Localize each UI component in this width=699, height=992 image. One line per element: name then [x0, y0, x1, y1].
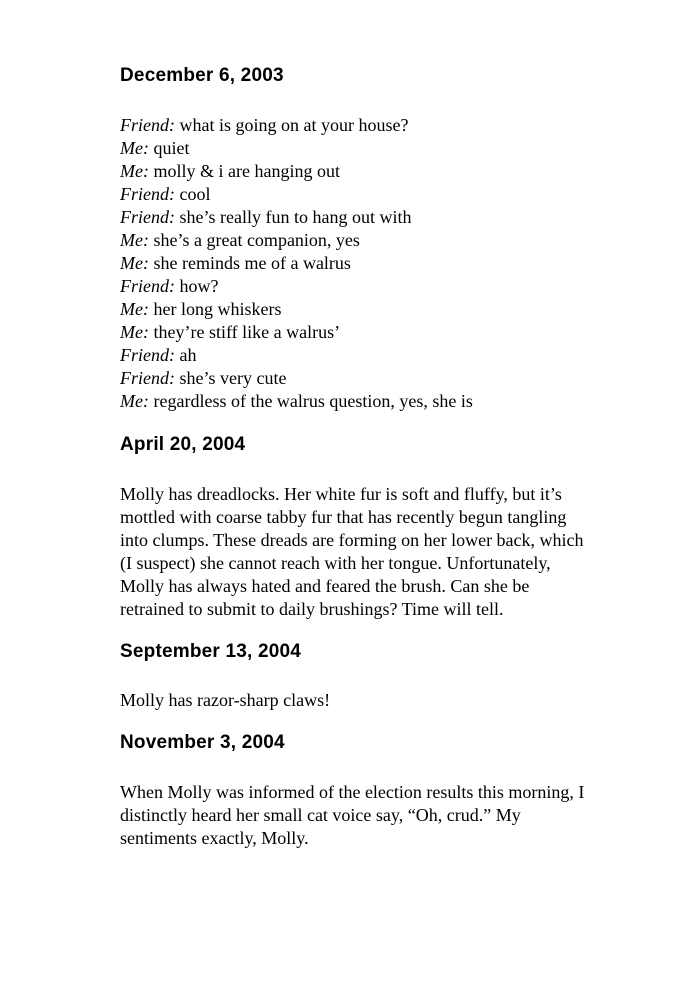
chat-text: how?: [179, 276, 219, 296]
entry-body: [120, 781, 650, 850]
journal-entry-sep-2004: [120, 639, 650, 712]
entry-date: November 3, 2004: [120, 732, 285, 753]
chat-line: [120, 390, 650, 413]
text-line: When Molly was informed of the election results this morning, I: [120, 782, 585, 802]
chat-speaker: Friend:: [120, 345, 175, 365]
entry-date: September 13, 2004: [120, 641, 302, 662]
chat-text: she’s really fun to hang out with: [179, 207, 412, 227]
text-line: distinctly heard her small cat voice say, “Oh, crud.” My: [120, 805, 521, 825]
chat-line: [120, 160, 650, 183]
journal-entry-dec-2003: [120, 63, 650, 413]
chat-speaker: Me:: [120, 253, 149, 273]
chat-text: what is going on at your house?: [179, 115, 409, 135]
entry-body: [120, 689, 650, 712]
chat-speaker: Me:: [120, 391, 149, 411]
chat-line: [120, 367, 650, 390]
chat-line: [120, 206, 650, 229]
chat-speaker: Me:: [120, 161, 149, 181]
chat-text: her long whiskers: [153, 299, 282, 319]
chat-text: she’s very cute: [179, 368, 287, 388]
chat-line: [120, 183, 650, 206]
chat-line: [120, 344, 650, 367]
chat-line: [120, 229, 650, 252]
chat-text: ah: [179, 345, 197, 365]
journal-entry-apr-2004: [120, 432, 650, 621]
text-line: (I suspect) she cannot reach with her tongue. Unfortunately,: [120, 553, 551, 573]
text-line: Molly has dreadlocks. Her white fur is soft and fluffy, but it’s: [120, 484, 562, 504]
text-line: Molly has razor-sharp claws!: [120, 690, 331, 710]
chat-line: [120, 298, 650, 321]
chat-speaker: Friend:: [120, 115, 175, 135]
chat-text: they’re stiff like a walrus’: [153, 322, 341, 342]
chat-text: she’s a great companion, yes: [153, 230, 360, 250]
chat-speaker: Me:: [120, 299, 149, 319]
journal-page: [120, 63, 650, 850]
chat-line: [120, 137, 650, 160]
chat-speaker: Friend:: [120, 368, 175, 388]
chat-line: [120, 275, 650, 298]
entry-body: [120, 483, 650, 621]
entry-date: December 6, 2003: [120, 65, 284, 86]
text-line: into clumps. These dreads are forming on her lower back, which: [120, 530, 584, 550]
chat-speaker: Friend:: [120, 207, 175, 227]
text-line: sentiments exactly, Molly.: [120, 828, 309, 848]
journal-entry-nov-2004: [120, 730, 650, 850]
text-line: retrained to submit to daily brushings? Time will tell.: [120, 599, 504, 619]
chat-speaker: Friend:: [120, 276, 175, 296]
chat-text: regardless of the walrus question, yes, she is: [153, 391, 473, 411]
chat-text: molly & i are hanging out: [153, 161, 340, 181]
text-line: mottled with coarse tabby fur that has recently begun tangling: [120, 507, 567, 527]
chat-speaker: Me:: [120, 322, 149, 342]
text-line: Molly has always hated and feared the brush. Can she be: [120, 576, 530, 596]
chat-text: cool: [179, 184, 211, 204]
chat-speaker: Me:: [120, 230, 149, 250]
chat-speaker: Me:: [120, 138, 149, 158]
chat-speaker: Friend:: [120, 184, 175, 204]
chat-line: [120, 321, 650, 344]
chat-text: quiet: [153, 138, 190, 158]
chat-line: [120, 114, 650, 137]
chat-text: she reminds me of a walrus: [153, 253, 351, 273]
chat-line: [120, 252, 650, 275]
entry-date: April 20, 2004: [120, 434, 246, 455]
chat-log: [120, 114, 650, 413]
